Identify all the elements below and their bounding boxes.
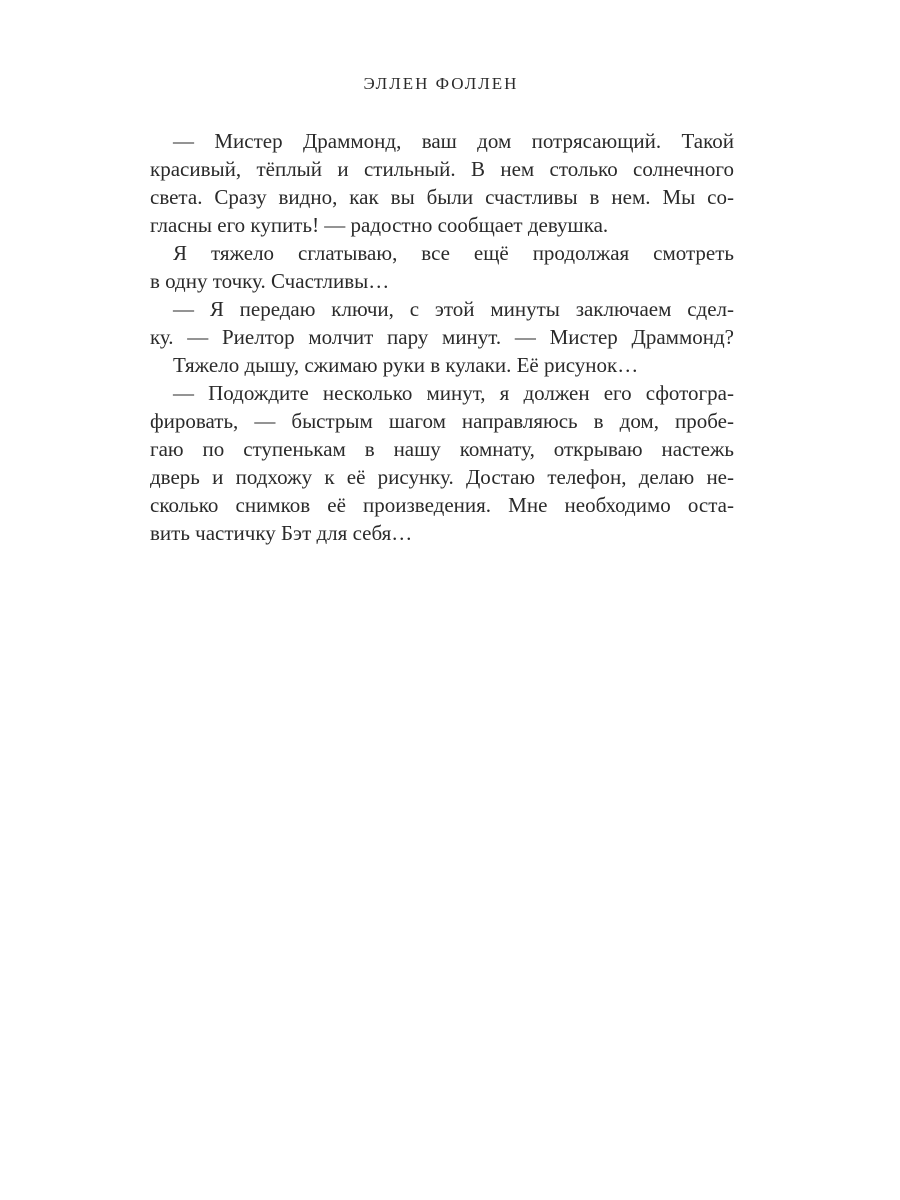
text-line: света. Сразу видно, как вы были счастливы в нем. Мы со- — [150, 185, 734, 209]
text-line: сколько снимков её произведения. Мне необходимо оста- — [150, 493, 734, 517]
text-line: в одну точку. Счастливы… — [150, 269, 390, 293]
text-line: фировать, — быстрым шагом направляюсь в дом, пробе- — [150, 409, 734, 433]
text-line: — Подождите несколько минут, я должен его сфотогра- — [173, 381, 734, 405]
text-line: гласны его купить! — радостно сообщает девушка. — [150, 213, 609, 237]
text-line: — Я передаю ключи, с этой минуты заключаем сдел- — [173, 297, 734, 321]
text-line: Я тяжело сглатываю, все ещё продолжая смотреть — [173, 241, 734, 265]
body-text — [150, 127, 734, 547]
text-line: — Мистер Драммонд, ваш дом потрясающий. Такой — [173, 129, 734, 153]
text-line: вить частичку Бэт для себя… — [150, 521, 413, 545]
text-line: гаю по ступенькам в нашу комнату, открываю настежь — [150, 437, 734, 461]
text-line: Тяжело дышу, сжимаю руки в кулаки. Её рисунок… — [173, 353, 639, 377]
running-head: ЭЛЛЕН ФОЛЛЕН — [363, 74, 519, 93]
text-line: дверь и подхожу к её рисунку. Достаю телефон, делаю не- — [150, 465, 734, 489]
text-line: красивый, тёплый и стильный. В нем столько солнечного — [150, 157, 734, 181]
text-line: ку. — Риелтор молчит пару минут. — Мистер Драммонд? — [150, 325, 734, 349]
